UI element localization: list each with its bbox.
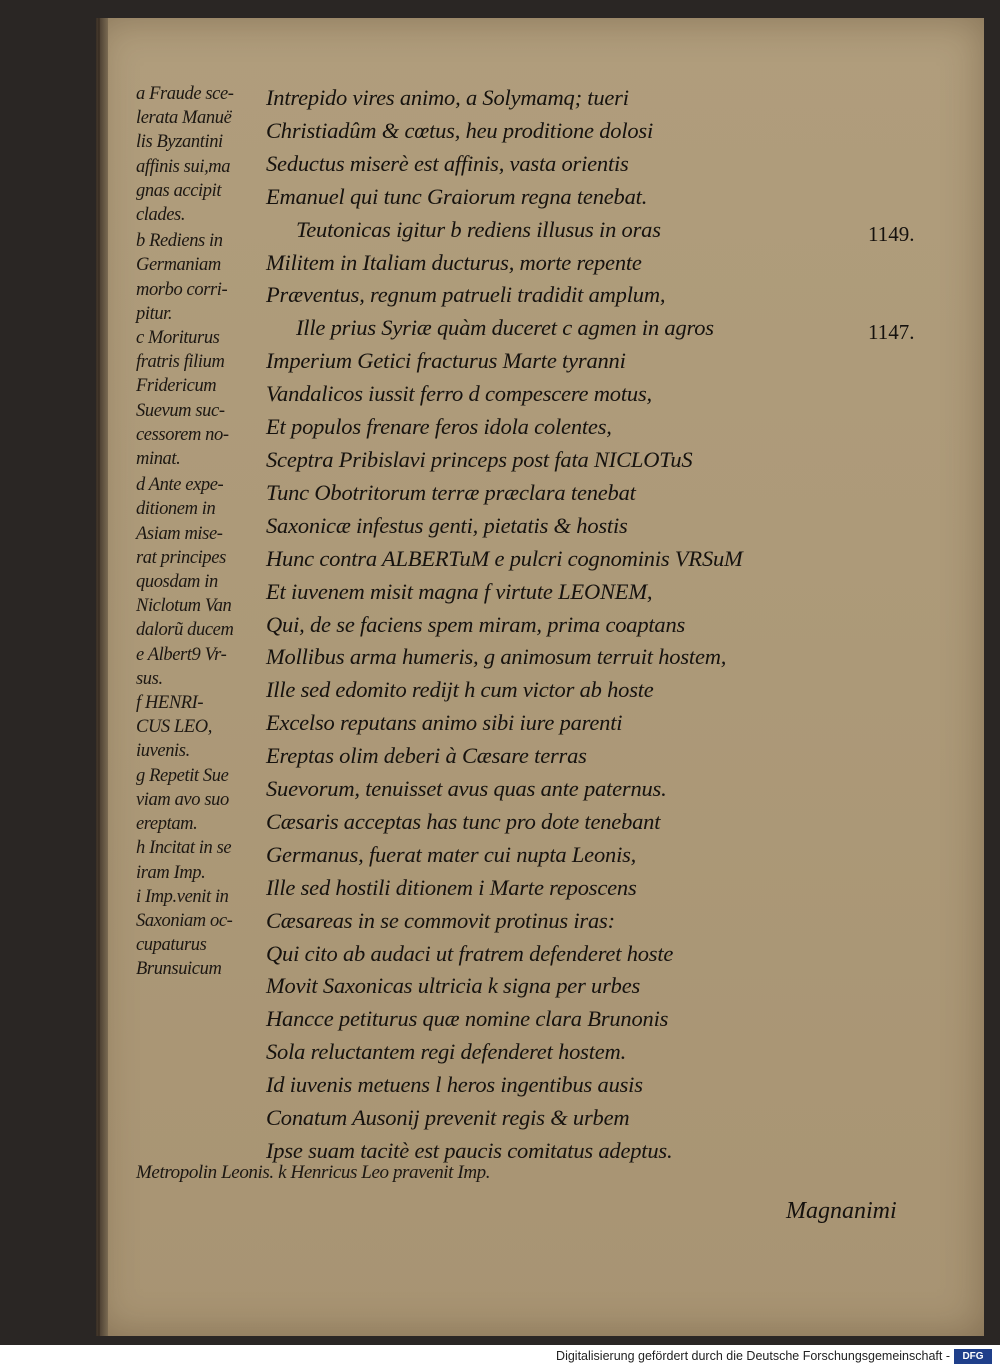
margin-note-line: morbo corri- (136, 279, 228, 300)
margin-note-line: g Repetit Sue (136, 765, 229, 786)
margin-note-line: c Moriturus (136, 328, 220, 349)
verse-line: Militem in Italiam ducturus, morte repente (266, 249, 642, 275)
margin-note-line: e Albert9 Vr- (136, 644, 227, 665)
margin-note-line: Asiam mise- (136, 523, 223, 544)
verse-line: Qui, de se faciens spem miram, prima coaptans (266, 611, 686, 637)
verse-line: Conatum Ausonij prevenit regis & urbem (266, 1105, 630, 1131)
margin-note-line: Niclotum Van (136, 596, 232, 617)
margin-note-line: cupaturus (136, 935, 207, 956)
verse-line: Hunc contra ALBERTuM e pulcri cognominis VRSuM (266, 545, 743, 571)
margin-note-line: gnas accipit (136, 180, 222, 201)
margin-note-line: CUS LEO, (136, 717, 212, 738)
verse-line: Vandalicos iussit ferro d compescere motus, (266, 381, 652, 407)
verse-line: Sceptra Pribislavi princeps post fata NICLOTuS (266, 446, 693, 472)
verse-line: Excelso reputans animo sibi iure parenti (266, 710, 623, 736)
page-edge-line (98, 18, 100, 1336)
verse-line: Præventus, regnum patrueli tradidit amplum, (266, 282, 666, 308)
margin-note-line: lerata Manuë (136, 108, 232, 129)
margin-note-line: a Fraude sce- (136, 84, 234, 104)
margin-note-line: sus. (136, 668, 163, 689)
verse-block (266, 82, 946, 1168)
verse-line: Tunc Obotritorum terræ præclara tenebat (266, 479, 636, 505)
margin-note-line: ereptam. (136, 814, 198, 835)
verse-line: Et iuvenem misit magna f virtute LEONEM, (266, 578, 653, 604)
verse-line: Mollibus arma humeris, g animosum terruit hostem, (266, 644, 727, 670)
verse-line: Qui cito ab audaci ut fratrem defenderet hoste (266, 940, 674, 966)
margin-note-line: d Ante expe- (136, 475, 224, 496)
verse-line: Id iuvenis metuens l heros ingentibus ausis (266, 1072, 643, 1098)
footer-credit: Digitalisierung gefördert durch die Deutsche Forschungsgemeinschaft - (556, 1349, 950, 1363)
year-marker-1147: 1147. (868, 320, 915, 344)
verse-line: Hancce petiturus quæ nomine clara Brunonis (266, 1006, 669, 1032)
verse-line: Intrepido vires animo, a Solymamq; tueri (266, 85, 629, 110)
margin-note-line: viam avo suo (136, 789, 229, 810)
margin-note-line: dalorũ ducem (136, 620, 234, 641)
margin-note-line: lis Byzantini (136, 132, 223, 153)
dfg-logo-icon[interactable]: DFG (954, 1349, 992, 1364)
verse-line: Ille prius Syriæ quàm duceret c agmen in agros (296, 315, 714, 341)
margin-notes (136, 82, 266, 982)
margin-note-line: ditionem in (136, 499, 216, 520)
verse-line: Et populos frenare feros idola colentes, (266, 414, 612, 440)
margin-note-line: Brunsuicum (136, 959, 222, 980)
verse-line: Ereptas olim deberi à Cæsare terras (266, 743, 587, 769)
verse-line: Emanuel qui tunc Graiorum regna tenebat. (266, 183, 648, 209)
verse-line: Seductus miserè est affinis, vasta orientis (266, 150, 629, 176)
verse-line: Christiadûm & cœtus, heu proditione dolosi (266, 117, 654, 143)
verse-line: Imperium Getici fracturus Marte tyranni (266, 348, 626, 374)
margin-note-line: h Incitat in se (136, 838, 232, 859)
margin-note-line: cessorem no- (136, 424, 229, 445)
margin-note-line: Saxoniam oc- (136, 910, 233, 931)
verse-line: Suevorum, tenuisset avus quas ante paternus. (266, 776, 667, 802)
verse-line: Cæsareas in se commovit protinus iras: (266, 907, 615, 933)
verse-line: Teutonicas igitur b rediens illusus in oras (296, 216, 661, 242)
margin-note-line: fratris filium (136, 352, 225, 373)
margin-note-line: quosdam in (136, 572, 218, 593)
margin-note-line: clades. (136, 205, 186, 226)
margin-note-line: b Rediens in (136, 231, 223, 252)
margin-note-line: i Imp.venit in (136, 886, 229, 907)
verse-line: Ille sed hostili ditionem i Marte reposcens (266, 874, 637, 900)
verse-line: Saxonicæ infestus genti, pietatis & hostis (266, 512, 628, 538)
year-marker-1149: 1149. (868, 222, 915, 246)
verse-line: Sola reluctantem regi defenderet hostem. (266, 1039, 627, 1065)
margin-note-line: Fridericum (136, 376, 217, 397)
footer-bar (0, 1345, 1000, 1369)
margin-note-line: Suevum suc- (136, 400, 225, 421)
verse-line: Ille sed edomito redijt h cum victor ab hoste (266, 677, 654, 703)
margin-note-line: iuvenis. (136, 741, 190, 762)
margin-note-line: affinis sui,ma (136, 156, 231, 177)
margin-note-line: minat. (136, 449, 181, 470)
margin-note-line: f HENRI- (136, 693, 204, 714)
margin-note-line: Germaniam (136, 255, 221, 276)
margin-note-line: iram Imp. (136, 862, 206, 883)
margin-note-line: pitur. (136, 303, 173, 324)
verse-line: Ipse suam tacitè est paucis comitatus adeptus. (266, 1138, 673, 1163)
margin-note-line: rat principes (136, 547, 226, 568)
verse-line: Germanus, fuerat mater cui nupta Leonis, (266, 841, 637, 867)
verse-line: Movit Saxonicas ultricia k signa per urbes (266, 973, 641, 999)
catchword: Magnanimi (786, 1198, 897, 1224)
margin-tail-note: Metropolin Leonis. k Henricus Leo pravenit Imp. (136, 1162, 491, 1183)
verse-line: Cæsaris acceptas has tunc pro dote tenebant (266, 808, 661, 834)
